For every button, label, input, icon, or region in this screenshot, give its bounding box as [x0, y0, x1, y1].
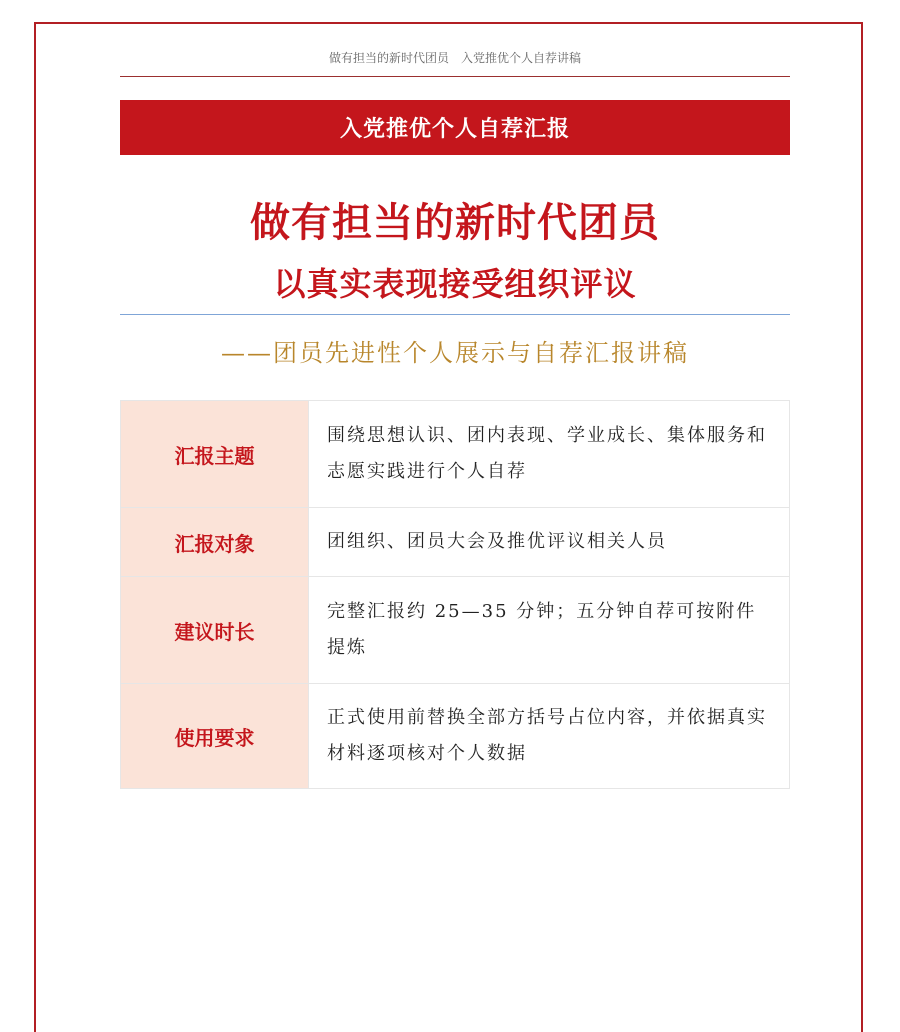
tagline: ——团员先进性个人展示与自荐汇报讲稿: [221, 339, 689, 367]
table-row: [121, 684, 789, 788]
title-divider: [120, 314, 790, 315]
row-value-topic: 围绕思想认识、团内表现、学业成长、集体服务和志愿实践进行个人自荐: [327, 425, 767, 482]
running-header: 做有担当的新时代团员 入党推优个人自荐讲稿: [328, 51, 581, 65]
row-label-requirements: 使用要求: [121, 684, 309, 788]
table-row: [121, 577, 789, 684]
row-value-requirements: 正式使用前替换全部方括号占位内容，并依据真实材料逐项核对个人数据: [327, 707, 767, 764]
info-table: [120, 400, 790, 789]
sub-title: 以真实表现接受组织评议: [273, 265, 637, 303]
row-value-duration: 完整汇报约 25—35 分钟；五分钟自荐可按附件提炼: [327, 601, 757, 658]
row-label-duration: 建议时长: [121, 577, 309, 683]
row-value-audience: 团组织、团员大会及推优评议相关人员: [327, 531, 667, 552]
main-title: 做有担当的新时代团员: [250, 200, 660, 246]
header-divider: [120, 76, 790, 77]
table-row: [121, 508, 789, 577]
row-label-audience: 汇报对象: [121, 508, 309, 576]
title-banner: [120, 100, 790, 155]
table-row: [121, 401, 789, 508]
banner-label: 入党推优个人自荐汇报: [339, 117, 570, 142]
row-label-topic: 汇报主题: [121, 401, 309, 507]
